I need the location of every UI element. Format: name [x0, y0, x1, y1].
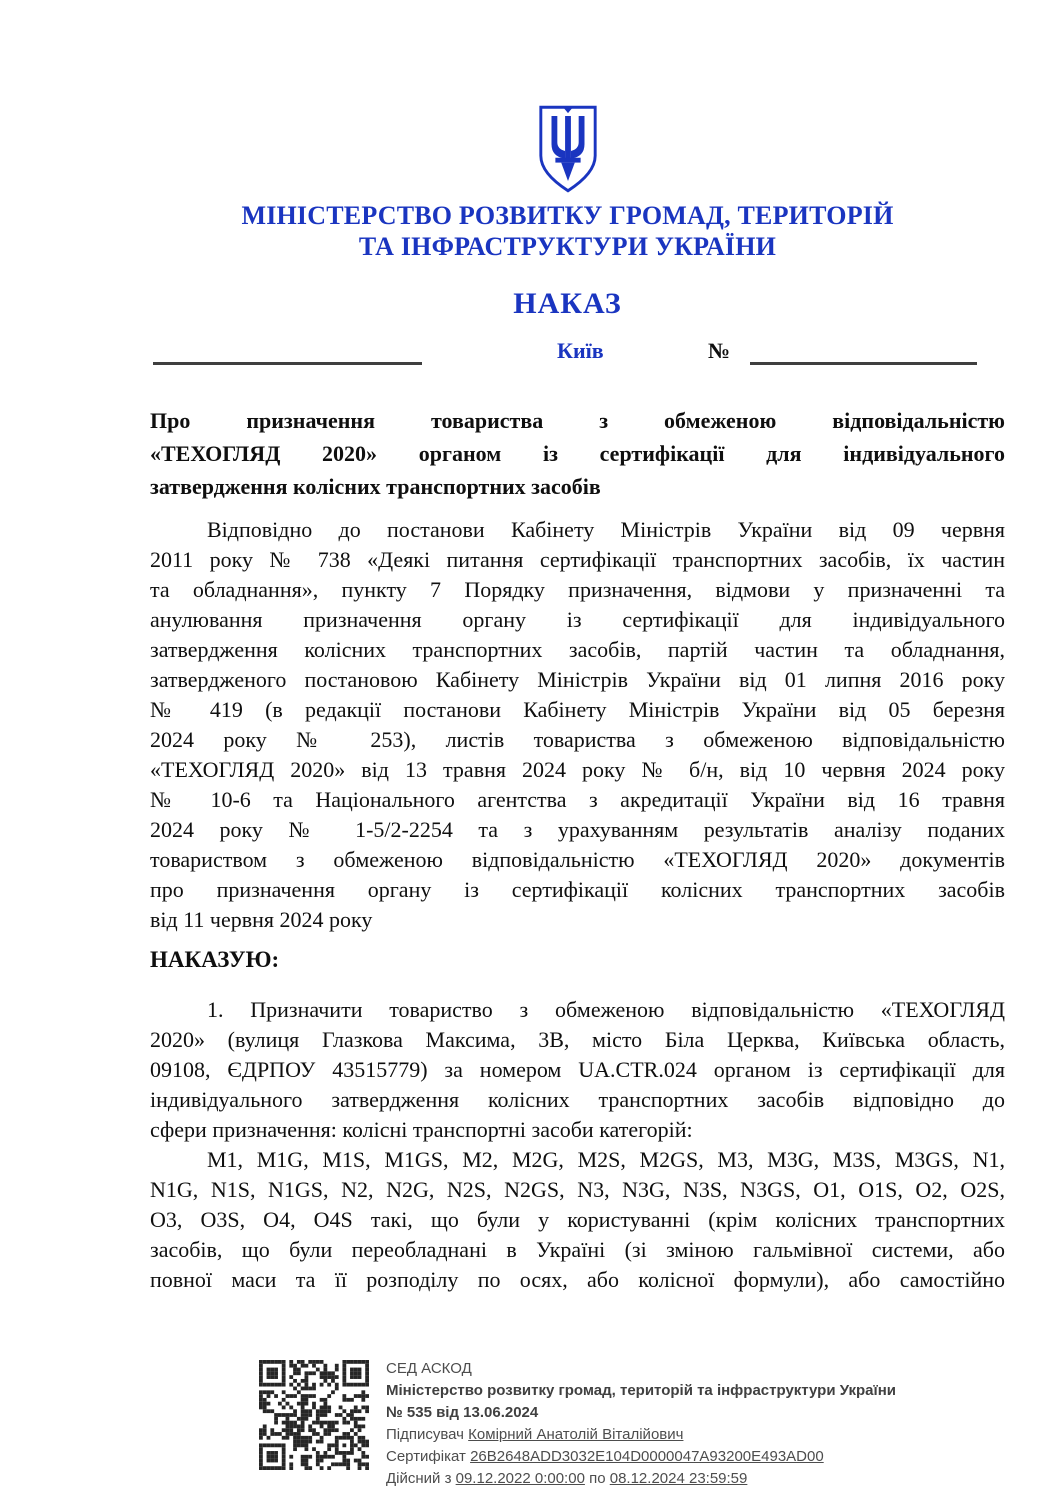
text-line: про призначення органу із сертифікації колісних транспортних засобів [150, 877, 1005, 902]
document-body [150, 404, 1005, 1295]
document-header [140, 103, 995, 370]
number-sign-label: № [708, 338, 731, 363]
resolve-heading: НАКАЗУЮ: [150, 947, 280, 972]
text-line: 09108, ЄДРПОУ 43515779) за номером UA.CTR.024 органом із сертифікації для [150, 1057, 1005, 1082]
ministry-name-line2: ТА ІНФРАСТРУКТУРИ УКРАЇНИ [358, 232, 777, 261]
text-line: індивідуального затвердження колісних транспортних засобів відповідно до [150, 1087, 1005, 1112]
label-text: Сертифікат [386, 1448, 471, 1465]
text-line: 1. Призначити товариство з обмеженою відповідальністю «ТЕХОГЛЯД [207, 997, 1005, 1022]
text-line: № 10-6 та Національного агентства з акредитації України від 16 травня [150, 787, 1005, 812]
text-line: повної маси та її розподілу по осях, або колісної формули), або самостійно [150, 1267, 1005, 1292]
underlined-value: 09.12.2022 0:00:00 [455, 1470, 585, 1487]
text-line: 2024 року № 253), листів товариства з обмеженою відповідальністю [150, 727, 1005, 752]
number-blank-line [750, 362, 977, 365]
certificate-line [386, 1446, 896, 1468]
text-line: Відповідно до постанови Кабінету Міністрів України від 09 червня [207, 517, 1005, 542]
text-line: М1, М1G, М1S, М1GS, М2, М2G, М2S, М2GS, М3, М3G, М3S, М3GS, N1, [207, 1147, 1005, 1172]
text-line: затвердженого постановою Кабінету Міністрів України від 01 липня 2016 року [150, 667, 1005, 692]
text-line: Про призначення товариства з обмеженою відповідальністю [150, 408, 1005, 433]
text-line: «ТЕХОГЛЯД 2020» органом із сертифікації для індивідуального [150, 441, 1005, 466]
text-line: N1G, N1S, N1GS, N2, N2G, N2S, N2GS, N3, N3G, N3S, N3GS, О1, О1S, О2, О2S, [150, 1177, 1005, 1202]
text-line: 2020» (вулиця Глазкова Максима, 3В, місто Біла Церква, Київська область, [150, 1027, 1005, 1052]
label-text: по [584, 1470, 610, 1487]
tryzub-emblem-icon [535, 103, 601, 195]
sed-system-label: СЕД АСКОД [386, 1360, 472, 1377]
signature-details [386, 1356, 896, 1490]
qr-code [259, 1360, 369, 1470]
text-line: 2011 року № 738 «Деякі питання сертифікації транспортних засобів, їх частин [150, 547, 1005, 572]
categories-paragraph [150, 1145, 1005, 1295]
date-number-row [140, 338, 995, 370]
signer-line [386, 1424, 896, 1446]
text-line: О3, О3S, О4, О4S такі, що були у користуванні (крім колісних транспортних [150, 1207, 1005, 1232]
label-text: Підписувач [386, 1426, 469, 1443]
date-blank-line [153, 362, 422, 365]
text-line: «ТЕХОГЛЯД 2020» від 13 травня 2024 року № б/н, від 10 червня 2024 року [150, 757, 1005, 782]
signature-stamp [259, 1356, 896, 1490]
point-1-paragraph [150, 995, 1005, 1145]
ministry-name-line1: МІНІСТЕРСТВО РОЗВИТКУ ГРОМАД, ТЕРИТОРІЙ [241, 201, 894, 230]
validity-line [386, 1468, 896, 1490]
footer-doc-number: № 535 від 13.06.2024 [386, 1404, 539, 1421]
text-line: затвердження колісних транспортних засобів, партій частин та обладнання, [150, 637, 1005, 662]
text-line: 2024 року № 1-5/2-2254 та з урахуванням результатів аналізу поданих [150, 817, 1005, 842]
text-line: сфери призначення: колісні транспортні засоби категорій: [150, 1117, 693, 1142]
text-line: № 419 (в редакції постанови Кабінету Міністрів України від 05 березня [150, 697, 1005, 722]
text-line: затвердження колісних транспортних засобів [150, 474, 601, 499]
text-line: від 11 червня 2024 року [150, 907, 373, 932]
text-line: товариством з обмеженою відповідальністю «ТЕХОГЛЯД 2020» документів [150, 847, 1005, 872]
city-label: Київ [557, 338, 604, 363]
text-line: анулювання призначення органу із сертифікації для індивідуального [150, 607, 1005, 632]
footer-ministry-name: Міністерство розвитку громад, територій та інфраструктури України [386, 1382, 896, 1399]
subject-paragraph [150, 404, 1005, 503]
label-text: Дійсний з [386, 1470, 456, 1487]
ministry-name [140, 200, 995, 262]
text-line: засобів, що були переобладнані в Україні (зі зміною гальмівної системи, або [150, 1237, 1005, 1262]
emblem [140, 103, 995, 195]
order-title: НАКАЗ [513, 287, 622, 320]
preamble-paragraph [150, 515, 1005, 935]
text-line: та обладнання», пункту 7 Порядку призначення, відмови у призначенні та [150, 577, 1005, 602]
underlined-value: Комірний Анатолій Віталійович [468, 1426, 684, 1443]
underlined-value: 26B2648ADD3032E104D0000047A93200E493AD00 [470, 1448, 824, 1465]
underlined-value: 08.12.2024 23:59:59 [609, 1470, 748, 1487]
